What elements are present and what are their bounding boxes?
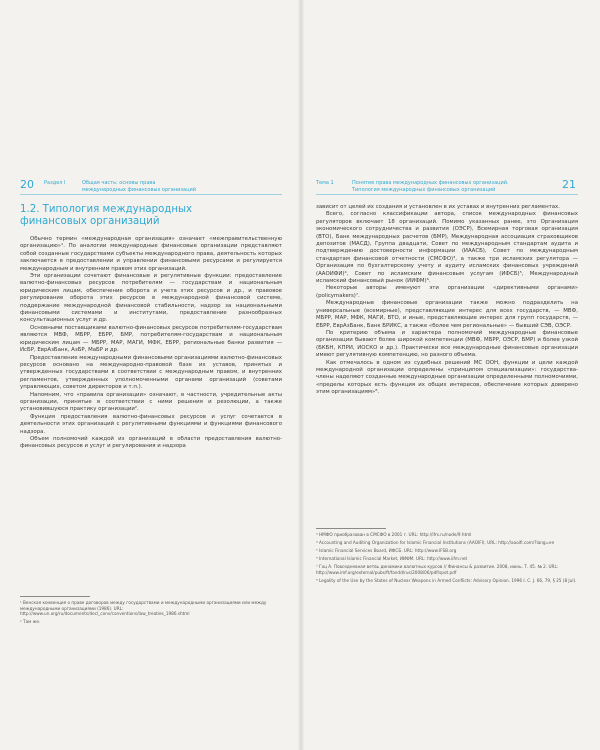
right-footnote-7: ⁷ Гоц А. Повседневная ветвь динамики валютных курсов // Финансы & развитие. 2008, июнь. Т. 45. № 2. URL: http://www.imf.org/external/pubs/ft/fandd/rus/2008/06/pdf/spot.pdf <box>316 563 559 575</box>
right-header-title <box>352 180 509 193</box>
section-heading-line1: 1.2. Типология международных <box>20 204 193 215</box>
left-paragraph-3: Основными поставщиками валютно-финансовых ресурсов потребителям-государствам являются МВФ, МБРР, ЕБРР, БМР, потребителям-государствам и национальным юридическим лицам — МБРР, МАР, МАГИ, МФК, ЕБРР, региональные банки развития — ИсБР, ЕврАзБанк, АзБР, МаБР и др. <box>20 324 282 354</box>
right-paragraph-4: Международные финансовые организации также можно подразделить на универсальные (всемирные), представляющие интерес для всех государств, — МВФ, МБРР, МАР, МФК, МАГИ, ВТО, и иные, представляющие интерес для групп государств, — ЕБРР, ЕврАзБанк, Банк БРИКС, а также «более чем региональные» — бывший СЭВ, ОЭСР. <box>316 300 578 329</box>
right-header-line1: Понятие права международных финансовых организаций. <box>352 180 509 186</box>
left-header-rule <box>20 194 282 195</box>
left-footnotes <box>20 600 282 627</box>
left-paragraph-7: Объем полномочий каждой из организаций в области предоставления валютно-финансовых ресурсов и услуг и регулирования и надзора <box>20 435 282 450</box>
right-footnote-8: ⁸ Legality of the Use by the States of Nuclear Weapons in Armed Conflicts: Advisory Opinion. 1996 I. C. J. 66, 79, § 25 (8 Jul). <box>316 577 577 583</box>
right-paragraph-5: По критерию объема и характера полномочий международные финансовые организации бывают более широкой компетенции (МВФ, МБРР, ОЭСР, БМР) и более узкой (БКБН, КПРИ, ИОСКО и др.). Практически все международные финансовые организации имеют регулятивную компетенцию, но разного объема. <box>316 329 578 359</box>
right-paragraph-1: зависит от целей их создания и установлен в их уставах и внутренних регламентах. <box>316 204 560 210</box>
left-section-label: Раздел I <box>44 180 66 186</box>
left-paragraph-5: Напомним, что «правила организации» означают, в частности, учредительные акты организации, принятые в соответствии с ними решения и резолюции, а также установившуюся практику организации². <box>20 391 282 413</box>
right-body-column <box>316 204 578 397</box>
right-header-line2: Типология международных финансовых организаций <box>352 186 496 193</box>
right-paragraph-2: Всего, согласно классификации автора, список международных финансовых регуляторов включает 18 организаций. Помимо указанных ранее, это Организация экономического сотрудничества и развития (ОЭСР), Всемирная торговая организация (ВТО), Банк международных расчетов (БМР), Международная ассоциация страховщиков депозитов (МАСД), Группа двадцати, Совет по международным стандартам аудита и подтверждению достоверности информации (ИААСБ), Совет по международным стандартам финансовой отчетности (СМСФО)³, а также три исламских регулятора — Организация по бухгалтерскому учету и аудиту исламских финансовых учреждений (ААОИФИ)⁴, Совет по исламским финансовым услугам (ИФСБ)⁵, Международный исламский финансовый рынок (ИИФМ)⁶. <box>316 211 578 285</box>
right-footnotes <box>316 532 578 586</box>
left-header-line2: международных финансовых организаций <box>82 186 197 193</box>
left-page-number: 20 <box>20 178 34 191</box>
section-heading-line2: финансовых организаций <box>20 216 160 227</box>
right-page-number: 21 <box>562 178 576 191</box>
left-footnote-rule <box>20 596 90 597</box>
left-footnote-1: ¹ Венская конвенция о праве договоров между государствами и международными организациями или между международными организациями (1986). URL: http://www.un.org/ru/documents/decl_conv/conventions/law_treaties_1986.shtml <box>20 600 267 617</box>
book-gutter <box>298 0 304 750</box>
right-section-label: Тема 1 <box>316 180 334 186</box>
section-heading <box>20 204 280 228</box>
right-footnote-3: ³ НМФО приобразован в СМСФО в 2001 г. URL: http://ifrs.ru/node/9 html <box>316 532 472 537</box>
right-footnote-rule <box>316 528 386 529</box>
left-paragraph-2: Эти организации сочетают финансовые и регулятивные функции: предоставление валютно-финансовых ресурсов потребителям — государствам и национальным юридическим лицам, обеспечение оборота и учета этих ресурсов и др., и правовое регулирование оборота этих ресурсов в международной финансовой системе, поддержание международной финансовой стабильности, надзор за национальными финансовыми системами и институтами, предоставление разнообразных консультационных услуг и др. <box>20 273 282 324</box>
left-paragraph-4: Предоставление международными финансовыми организациями валютно-финансовых ресурсов основано на международно-правовой базе их уставов, принятых и утвержденных государствами в соответствии с международным правом, и внутренних регламентов, утвержденных уполномоченными органами организаций (советами управляющих, советом директоров и т.п.). <box>20 354 282 391</box>
left-paragraph-6: Функция предоставления валютно-финансовых ресурсов и услуг сочетается в деятельности этих организаций с регулятивными функциями и функциями финансового надзора. <box>20 413 282 435</box>
left-footnote-2: ² Там же. <box>20 619 41 625</box>
right-footnote-4: ⁴ Accounting and Auditing Organization for Islamic Financial Institutions (AAOIFI). URL: http://aaoifi.com/?lang=en <box>316 539 555 545</box>
right-paragraph-6: Как отмечалось в одном из судебных решений МС ООН, функции и цели каждой международной организации определены «принципом специализации»: государства-члены наделяют созданные международные организации определенными полномочиями, «пределы которых есть функция их общих интересов, обеспечение которых доверено этим организациям»⁸. <box>316 359 578 396</box>
right-footnote-5: ⁵ Islamic Financial Services Board, ИФСБ. URL: http://www.IFSB.org <box>316 547 457 553</box>
left-header-title <box>82 180 196 193</box>
right-footnote-6: ⁶ International Islamic Financial Market, ИИФМ. URL: http://www.iifm.net <box>316 555 468 561</box>
left-header-line1: Общая часть: основы права <box>82 180 156 186</box>
left-paragraph-1: Обычно термин «международная организация» означает «межправительственную организацию»¹. По аналогии международные финансовые организации представляют собой созданные государствами субъекты международного права, деятельность которых заключается в предоставлении и управлении финансовыми ресурсами и регулируется международным и внутренним правом этих организаций. <box>20 236 282 272</box>
right-paragraph-3: Некоторые авторы именуют эти организации «директивными органами» (policymakers)⁷. <box>316 285 578 299</box>
left-body-column <box>20 236 282 451</box>
right-header-rule <box>316 194 578 195</box>
